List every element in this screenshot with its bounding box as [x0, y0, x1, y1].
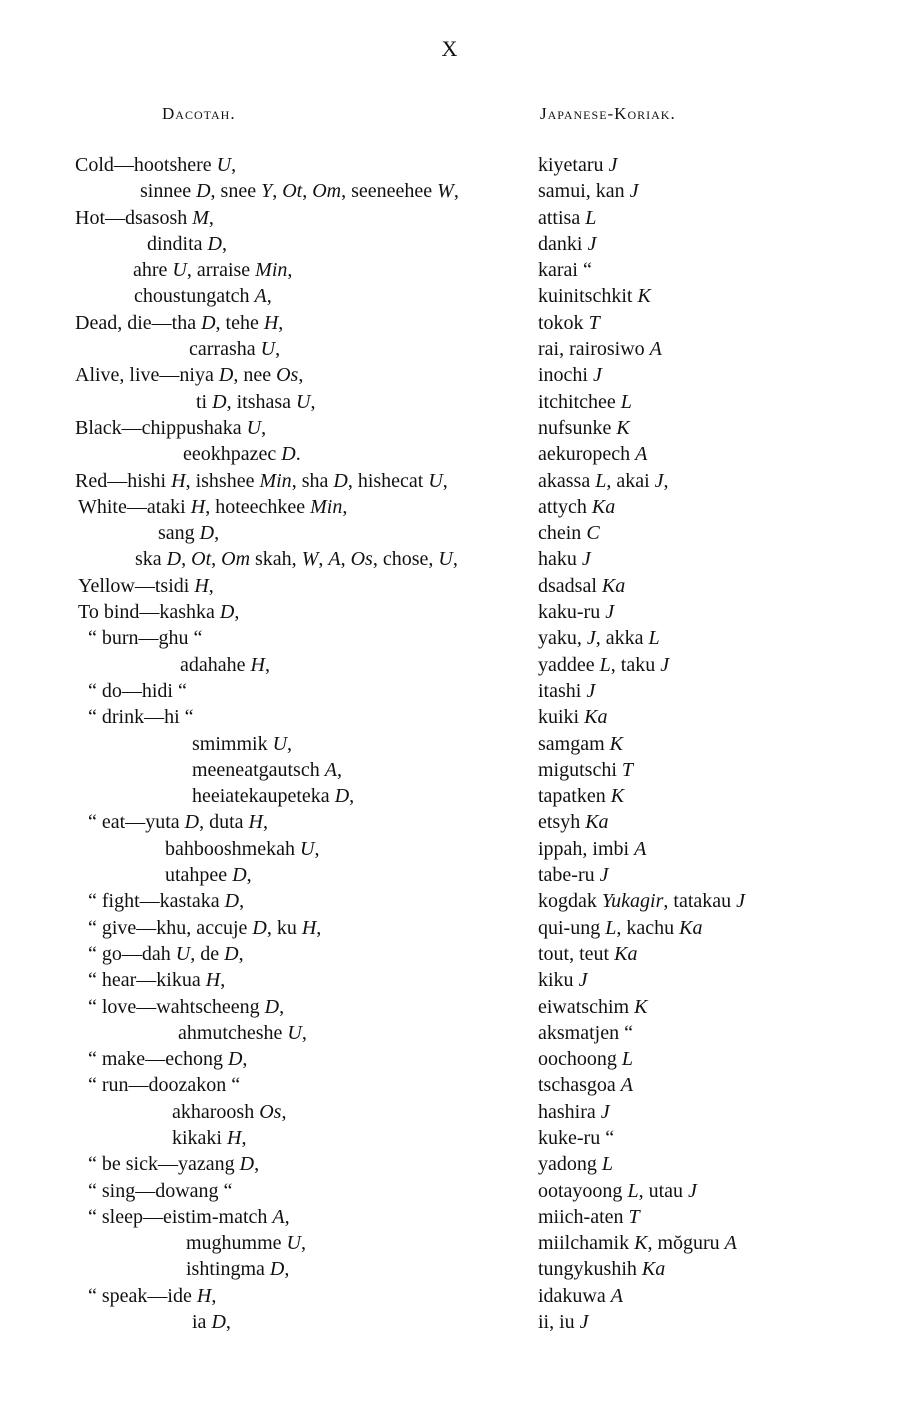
dacotah-entry: choustungatch A,: [134, 285, 272, 308]
japanese-koriak-entry: itchitchee L: [538, 390, 632, 413]
dacotah-entry: “ fight—kastaka D,: [88, 890, 245, 913]
japanese-koriak-entry: samgam K: [538, 732, 623, 755]
dacotah-word-list: [0, 152, 530, 1335]
dacotah-entry: mughumme U,: [186, 1232, 306, 1255]
japanese-koriak-entry: miich-aten T: [538, 1205, 640, 1228]
japanese-koriak-entry: yaku, J, akka L: [538, 627, 660, 650]
japanese-koriak-entry: kogdak Yukagir, tatakau J: [538, 890, 746, 913]
dacotah-entry: dindita D,: [147, 232, 227, 255]
japanese-koriak-entry: aekuropech A: [538, 443, 648, 466]
japanese-koriak-entry: tschasgoa A: [538, 1074, 633, 1097]
japanese-koriak-entry: samui, kan J: [538, 180, 639, 203]
dacotah-entry: ia D,: [192, 1311, 231, 1334]
dacotah-entry: “ run—doozakon “: [88, 1074, 241, 1097]
dacotah-entry: “ drink—hi “: [88, 706, 194, 729]
japanese-koriak-entry: tokok T: [538, 311, 600, 334]
dacotah-entry: bahbooshmekah U,: [165, 837, 320, 860]
japanese-koriak-entry: tout, teut Ka: [538, 942, 638, 965]
dacotah-entry: To bind—kashka D,: [78, 601, 240, 624]
dacotah-entry: Black—chippushaka U,: [75, 416, 267, 439]
japanese-koriak-entry: qui-ung L, kachu Ka: [538, 916, 703, 939]
japanese-koriak-entry: kuiki Ka: [538, 706, 608, 729]
dacotah-entry: eeokhpazec D.: [183, 443, 301, 466]
dacotah-entry: Alive, live—niya D, nee Os,: [75, 364, 304, 387]
japanese-koriak-entry: itashi J: [538, 679, 596, 702]
dacotah-entry: “ sing—dowang “: [88, 1179, 233, 1202]
dacotah-entry: sinnee D, snee Y, Ot, Om, seeneehee W,: [140, 180, 459, 203]
page-number: X: [441, 36, 459, 61]
dacotah-entry: meeneatgautsch A,: [192, 758, 342, 781]
dacotah-entry: utahpee D,: [165, 864, 252, 887]
dacotah-entry: ti D, itshasa U,: [196, 390, 316, 413]
japanese-koriak-entry: ii, iu J: [538, 1311, 589, 1334]
dacotah-entry: “ love—wahtscheeng D,: [88, 995, 285, 1018]
dacotah-entry: sang D,: [158, 522, 220, 545]
dacotah-entry: adahahe H,: [180, 653, 270, 676]
japanese-koriak-entry: eiwatschim K: [538, 995, 648, 1018]
dacotah-entry: kikaki H,: [172, 1126, 247, 1149]
japanese-koriak-entry: tungykushih Ka: [538, 1258, 666, 1281]
dacotah-entry: smimmik U,: [192, 732, 293, 755]
dacotah-entry: “ hear—kikua H,: [88, 969, 226, 992]
japanese-koriak-word-list: [536, 152, 900, 1335]
japanese-koriak-entry: nufsunke K: [538, 416, 630, 439]
japanese-koriak-entry: hashira J: [538, 1100, 610, 1123]
japanese-koriak-entry: rai, rairosiwo A: [538, 338, 662, 361]
japanese-koriak-entry: akassa L, akai J,: [538, 469, 669, 492]
dacotah-entry: carrasha U,: [189, 338, 281, 361]
dacotah-entry: “ speak—ide H,: [88, 1284, 217, 1307]
dacotah-entry: ska D, Ot, Om skah, W, A, Os, chose, U,: [135, 548, 458, 571]
dacotah-entry: ahmutcheshe U,: [178, 1021, 307, 1044]
dacotah-entry: “ make—echong D,: [88, 1048, 248, 1071]
japanese-koriak-entry: aksmatjen “: [538, 1021, 633, 1044]
japanese-koriak-entry: kuke-ru “: [538, 1126, 615, 1149]
japanese-koriak-entry: etsyh Ka: [538, 811, 609, 834]
dacotah-entry: Red—hishi H, ishshee Min, sha D, hishecat U,: [75, 469, 448, 492]
japanese-koriak-entry: dsadsal Ka: [538, 574, 626, 597]
dacotah-entry: Hot—dsasosh M,: [75, 206, 214, 229]
japanese-koriak-entry: kiku J: [538, 969, 588, 992]
japanese-koriak-entry: ippah, imbi A: [538, 837, 647, 860]
japanese-koriak-entry: ootayoong L, utau J: [538, 1179, 697, 1202]
dacotah-entry: “ eat—yuta D, duta H,: [88, 811, 268, 834]
japanese-koriak-entry: haku J: [538, 548, 591, 571]
dacotah-entry: White—ataki H, hoteechkee Min,: [78, 495, 348, 518]
japanese-koriak-entry: karai “: [538, 259, 592, 282]
dacotah-entry: ishtingma D,: [186, 1258, 290, 1281]
japanese-koriak-column-heading: Japanese-Koriak.: [540, 104, 676, 123]
japanese-koriak-entry: attisa L: [538, 206, 597, 229]
japanese-koriak-entry: kuinitschkit K: [538, 285, 651, 308]
dacotah-entry: “ do—hidi “: [88, 679, 187, 702]
japanese-koriak-entry: tabe-ru J: [538, 864, 609, 887]
dacotah-entry: “ give—khu, accuje D, ku H,: [88, 916, 322, 939]
dacotah-entry: Dead, die—tha D, tehe H,: [75, 311, 284, 334]
japanese-koriak-entry: miilchamik K, mŏguru A: [538, 1232, 737, 1255]
dacotah-column-heading: Dacotah.: [162, 104, 236, 123]
japanese-koriak-entry: yaddee L, taku J: [538, 653, 670, 676]
dacotah-entry: ahre U, arraise Min,: [133, 259, 293, 282]
japanese-koriak-entry: oochoong L: [538, 1048, 634, 1071]
dacotah-entry: “ sleep—eistim-match A,: [88, 1205, 290, 1228]
dacotah-entry: heeiatekaupeteka D,: [192, 785, 355, 808]
japanese-koriak-entry: yadong L: [538, 1153, 614, 1176]
japanese-koriak-entry: kiyetaru J: [538, 154, 618, 176]
dacotah-entry: “ burn—ghu “: [88, 627, 203, 650]
japanese-koriak-entry: chein C: [538, 522, 600, 545]
dacotah-entry: “ go—dah U, de D,: [88, 942, 244, 965]
japanese-koriak-entry: danki J: [538, 232, 597, 255]
dacotah-entry: Cold—hootshere U,: [75, 154, 237, 176]
japanese-koriak-entry: tapatken K: [538, 785, 625, 808]
japanese-koriak-entry: attych Ka: [538, 495, 616, 518]
japanese-koriak-entry: inochi J: [538, 364, 602, 387]
japanese-koriak-entry: idakuwa A: [538, 1284, 623, 1307]
dacotah-entry: akharoosh Os,: [172, 1100, 287, 1123]
japanese-koriak-entry: kaku-ru J: [538, 601, 615, 624]
japanese-koriak-entry: migutschi T: [538, 758, 634, 781]
dacotah-entry: Yellow—tsidi H,: [78, 574, 214, 597]
dacotah-entry: “ be sick—yazang D,: [88, 1153, 260, 1176]
